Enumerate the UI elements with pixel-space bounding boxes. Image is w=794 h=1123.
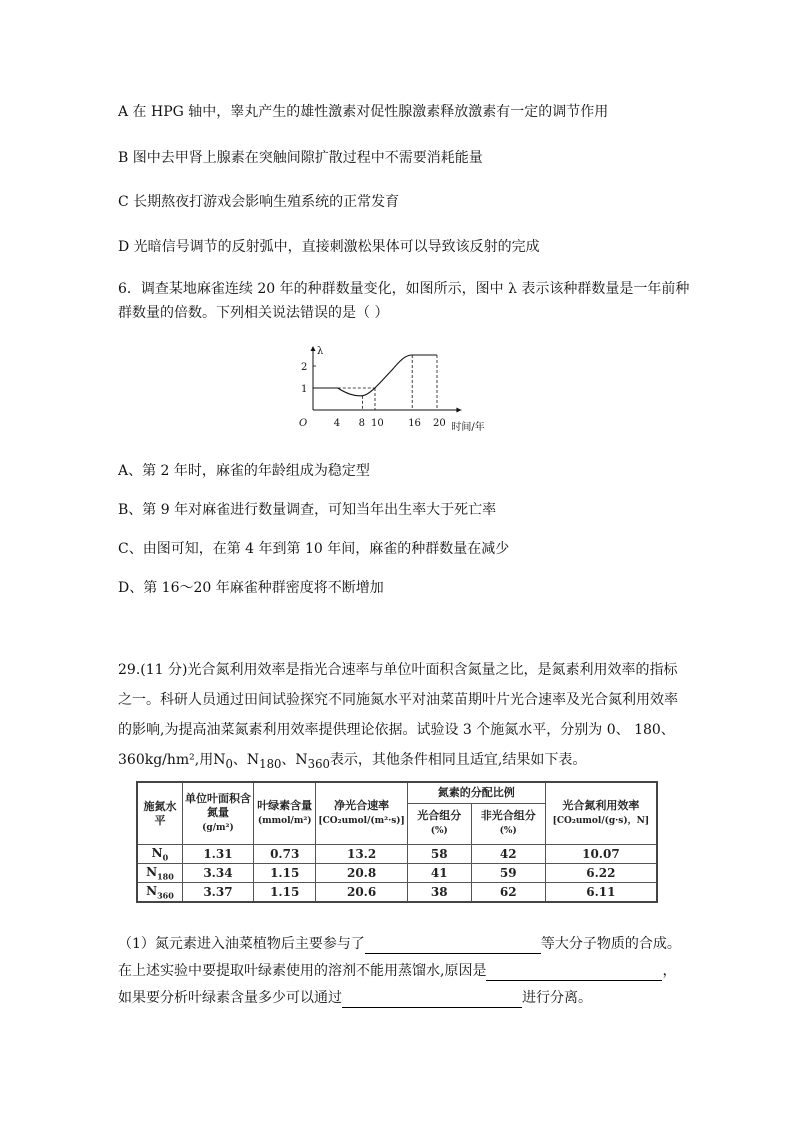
th-photo-comp: 光合组分 (%) bbox=[407, 803, 471, 844]
x-tick-label: 8 bbox=[358, 418, 365, 429]
q1-line2: 在上述实验中要提取叶绿素使用的溶剂不能用蒸馏水,原因是 ， bbox=[118, 963, 677, 979]
x-tick-label: 4 bbox=[333, 418, 341, 429]
q5-option-c: C 长期熬夜打游戏会影响生殖系统的正常发育 bbox=[118, 194, 400, 210]
q1-line3: 如果要分析叶绿素含量多少可以通过 进行分离。 bbox=[118, 990, 592, 1006]
th-leafN: 单位叶面积含氮量 (g/m²) bbox=[182, 782, 253, 845]
answer-blank-3[interactable] bbox=[342, 991, 522, 1008]
th-chl: 叶绿素含量 (mmol/m²) bbox=[254, 782, 316, 845]
n360-label: $N_{360}$ bbox=[295, 752, 330, 771]
table-row: $N_{180}$ 3.34 1.15 20.8 41 59 6.22 bbox=[137, 864, 657, 883]
table-row: $N_{360}$ 3.37 1.15 20.6 38 62 6.11 bbox=[137, 883, 657, 903]
answer-blank-1[interactable] bbox=[365, 937, 541, 954]
x-tick-label: 16 bbox=[408, 418, 421, 429]
q6-option-b: B、第 9 年对麻雀进行数量调查，可知当年出生率大于死亡率 bbox=[118, 502, 497, 518]
separator: 、 bbox=[281, 752, 296, 768]
q29-text-a: 29.(11 分)光合氮利用效率是指光合速率与单位叶面积含氮量之比，是氮素利用效率的指标之一。科研人员通过田间试验探究不同施氮水平对油菜苗期叶片光合速率及光合氮利用效率的影响,为提高油菜氮素利用效率提供理论依据。试验设 3 个施氮水平，分别为 0、 180、360kg/hm²,用 bbox=[118, 662, 678, 768]
q5-option-b: B 图中去甲肾上腺素在突触间隙扩散过程中不需要消耗能量 bbox=[118, 150, 483, 166]
q5-option-d: D 光暗信号调节的反射弧中，直接刺激松果体可以导致该反射的完成 bbox=[118, 239, 540, 255]
q6-stem-line1: 6．调查某地麻雀连续 20 年的种群数量变化，如图所示，图中 λ 表示该种群数量是一年前种 bbox=[118, 281, 690, 297]
q6-option-d: D、第 16～20 年麻雀种群密度将不断增加 bbox=[118, 580, 384, 596]
separator: 、 bbox=[232, 752, 247, 768]
y-axis-arrow bbox=[311, 346, 316, 351]
x-axis-arrow bbox=[456, 408, 461, 413]
th-pnue: 光合氮利用效率 [CO₂umol/(g·s)，N] bbox=[545, 782, 657, 845]
origin-label: O bbox=[299, 418, 308, 429]
n0-label: $N_0$ bbox=[213, 752, 233, 771]
y-tick-label: 1 bbox=[301, 384, 308, 395]
q6-option-c: C、由图可知，在第 4 年到第 10 年间，麻雀的种群数量在减少 bbox=[118, 541, 510, 557]
q6-stem-line2: 群数量的倍数。下列相关说法错误的是（ ） bbox=[118, 305, 389, 321]
q6-option-a: A、第 2 年时，麻雀的年龄组成为稳定型 bbox=[118, 463, 370, 479]
q5-option-a: A 在 HPG 轴中，睾丸产生的雄性激素对促性腺激素释放激素有一定的调节作用 bbox=[118, 104, 609, 120]
table-row: $N_0$ 1.31 0.73 13.2 58 42 10.07 bbox=[137, 845, 657, 864]
th-alloc: 氮素的分配比例 bbox=[407, 782, 545, 803]
th-nonphoto-comp: 非光合组分 (%) bbox=[471, 803, 545, 844]
th-photo: 净光合速率 [CO₂umol/(m²·s)] bbox=[316, 782, 407, 845]
q29-text-b: 表示，其他条件相同且适宜,结果如下表。 bbox=[329, 752, 587, 768]
y-axis-label: λ bbox=[317, 346, 324, 357]
answer-blank-2[interactable] bbox=[486, 964, 662, 981]
x-tick-label: 20 bbox=[433, 418, 446, 429]
n180-label: $N_{180}$ bbox=[246, 752, 282, 771]
y-tick-label: 2 bbox=[301, 362, 308, 373]
lambda-chart bbox=[295, 340, 505, 440]
x-tick-label: 10 bbox=[371, 418, 384, 429]
th-level: 施氮水平 bbox=[137, 782, 182, 845]
q1-line1: （1）氮元素进入油菜植物后主要参与了 等大分子物质的合成。 bbox=[118, 936, 681, 952]
q29-paragraph bbox=[118, 655, 678, 779]
x-axis-label: 时间/年 bbox=[451, 422, 485, 433]
data-table bbox=[136, 781, 658, 903]
